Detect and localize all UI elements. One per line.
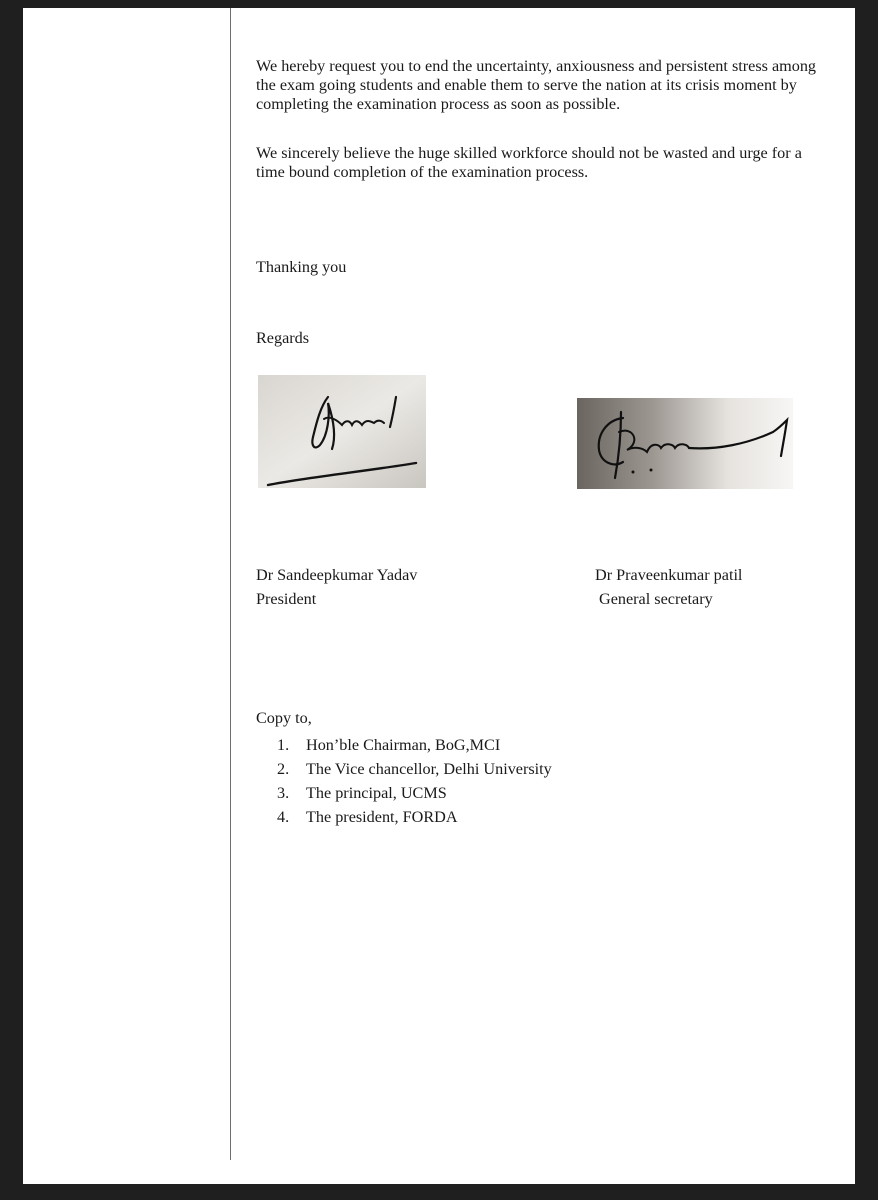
signature-image-president	[258, 375, 426, 488]
list-item-number: 1.	[277, 736, 290, 754]
list-item	[277, 757, 552, 781]
list-item	[277, 805, 552, 829]
list-item-text: Hon’ble Chairman, BoG,MCI	[306, 736, 501, 754]
paragraph-belief: We sincerely believe the huge skilled workforce should not be wasted and urge for a time bound completion of the examination process.	[256, 144, 802, 181]
closing-regards: Regards	[256, 329, 310, 347]
list-item-text: The principal, UCMS	[306, 784, 447, 802]
closing-thanks: Thanking you	[256, 258, 347, 276]
signatory-name-secretary: Dr Praveenkumar patil	[595, 566, 743, 584]
list-item-number: 2.	[277, 760, 290, 778]
margin-rule	[230, 8, 231, 1160]
list-item-text: The president, FORDA	[306, 808, 458, 826]
signatory-role-president: President	[256, 590, 317, 608]
list-item-number: 3.	[277, 784, 290, 802]
list-item-text: The Vice chancellor, Delhi University	[306, 760, 552, 778]
document-page	[23, 8, 855, 1184]
signatory-name-president: Dr Sandeepkumar Yadav	[256, 566, 418, 584]
copy-to-heading: Copy to,	[256, 709, 312, 727]
list-item-number: 4.	[277, 808, 290, 826]
copy-to-list	[277, 733, 552, 829]
list-item	[277, 733, 552, 757]
signatory-role-secretary: General secretary	[599, 590, 713, 608]
paragraph-request: We hereby request you to end the uncertainty, anxiousness and persistent stress among the exam going students and enable them to serve the nation at its crisis moment by completing the examination process as soon as possible.	[256, 57, 817, 113]
signature-image-secretary	[577, 398, 793, 489]
list-item	[277, 781, 552, 805]
